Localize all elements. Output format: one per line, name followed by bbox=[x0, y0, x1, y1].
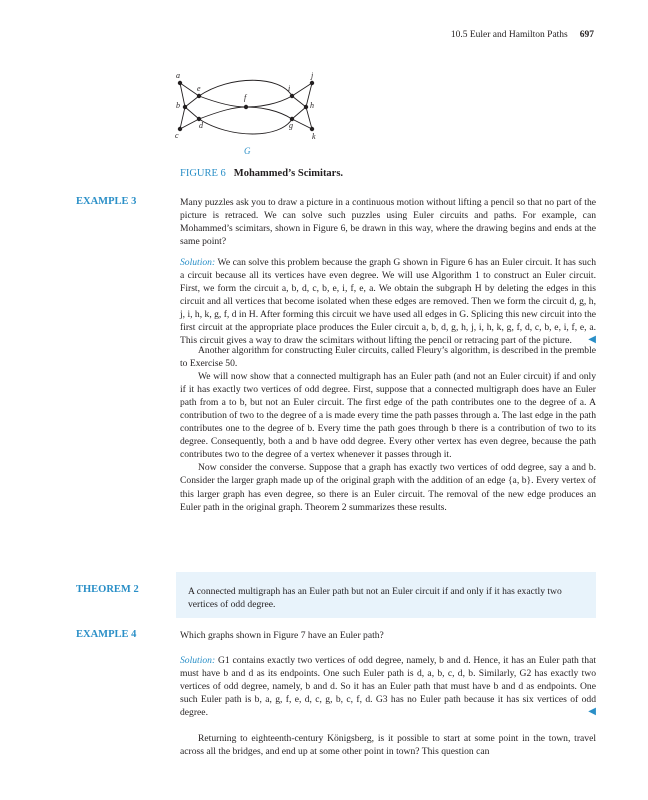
vertex-k bbox=[310, 127, 314, 131]
section-title: 10.5 Euler and Hamilton Paths bbox=[450, 30, 568, 40]
edge-i-h bbox=[292, 96, 306, 107]
figure-number: FIGURE 6 bbox=[180, 168, 226, 179]
scimitars-graph bbox=[168, 70, 340, 158]
edge-a-b bbox=[180, 83, 185, 107]
vertex-b bbox=[183, 105, 187, 109]
vertex-label-f: f bbox=[244, 93, 247, 102]
theorem-2-text: A connected multigraph has an Euler path but not an Euler circuit if and only if it has exactly two vertices of odd degree. bbox=[188, 586, 562, 611]
example-4-statement: Which graphs shown in Figure 7 have an Euler path? bbox=[180, 630, 384, 641]
end-of-example-icon: ◀ bbox=[588, 334, 596, 346]
graph-label: G bbox=[244, 146, 251, 156]
theorem-2-label: THEOREM 2 bbox=[76, 584, 139, 595]
vertex-f bbox=[244, 105, 248, 109]
edge-e-f bbox=[199, 96, 246, 107]
edge-b-d bbox=[185, 107, 199, 119]
figure-caption bbox=[180, 168, 343, 179]
example-3-statement: Many puzzles ask you to draw a picture in a continuous motion without lifting a pencil so that no part of the picture is retraced. We can solve such puzzles using Euler circuits and paths. For example, can Mohammed’s scimitars, shown in Figure 6, be drawn in this way, where the drawing begins and ends at the same point? bbox=[180, 197, 596, 248]
running-header bbox=[451, 30, 594, 40]
example-4-solution bbox=[180, 654, 596, 719]
vertex-h bbox=[304, 105, 308, 109]
edge-b-c bbox=[180, 107, 185, 129]
example-3-solution bbox=[180, 256, 596, 347]
solution-label: Solution: bbox=[180, 655, 216, 666]
vertex-label-c: c bbox=[175, 131, 179, 140]
vertex-label-i: i bbox=[288, 84, 291, 93]
page-number: 697 bbox=[579, 30, 594, 40]
edge-g-k bbox=[292, 119, 312, 129]
vertex-label-d: d bbox=[199, 121, 203, 130]
vertex-label-j: j bbox=[311, 71, 314, 80]
vertex-a bbox=[178, 81, 182, 85]
edge-d-g-arc bbox=[199, 119, 292, 134]
edge-c-d bbox=[180, 119, 199, 129]
solution-text: We can solve this problem because the graph G shown in Figure 6 has an Euler circuit. It has such a circuit because all its vertices have even degree. We will use Algorithm 1 to construct an Euler circuit. First, we form the circuit a, b, d, c, b, e, i, f, e, a. We obtain the subgraph H by deleting the edges in this circuit and all vertices that become isolated when these edges are removed. Then we form the circuit d, g, h, j, i, h, k, g, f, d in H. After forming this circuit we have used all edges in G. Splicing this new circuit into the first circuit at the appropriate place produces the Euler circuit a, b, d, g, h, j, i, h, k, g, f, d, c, b, e, i, f, e, a. This circuit gives a way to draw the scimitars without lifting the pencil or retracing part of the picture. bbox=[180, 257, 596, 347]
vertex-i bbox=[290, 94, 294, 98]
paragraph-fleury: Another algorithm for constructing Euler circuits, called Fleury’s algorithm, is described in the premble to Exercise 50. bbox=[180, 345, 596, 370]
solution-text: G1 contains exactly two vertices of odd degree, namely, b and d. Hence, it has an Euler path that must have b and d as its endpoints. One such Euler path is d, a, b, c, d, b. Similarly, G2 has exactly two vertices of odd degree, namely, b and d. So it has an Euler path that must have b and d as endpoints. One such Euler path is b, a, g, f, e, d, c, g, b, c, f, d. G3 has no Euler path because it has six vertices of odd degree. bbox=[180, 655, 596, 719]
vertex-e bbox=[197, 94, 201, 98]
closing-paragraph: Returning to eighteenth-century Königsberg, is it possible to start at some point in the town, travel across all the bridges, and end up at some other point in town? This question can bbox=[180, 733, 596, 758]
vertex-label-k: k bbox=[312, 132, 316, 141]
paragraph-converse: Now consider the converse. Suppose that a graph has exactly two vertices of odd degree, say a and b. Consider the larger graph made up of the original graph with the addition of an edge {a, b}. Every vertex of this larger graph has even degree, so there is an Euler circuit. The removal of the new edge produces an Euler path in the original graph. Theorem 2 summarizes these results. bbox=[180, 462, 596, 513]
vertex-label-b: b bbox=[176, 101, 180, 110]
vertex-label-h: h bbox=[310, 101, 314, 110]
vertex-label-e: e bbox=[197, 84, 201, 93]
figure-title: Mohammed’s Scimitars. bbox=[233, 168, 344, 179]
body-text bbox=[180, 344, 596, 514]
solution-label: Solution: bbox=[180, 257, 216, 268]
end-of-example-icon: ◀ bbox=[588, 706, 596, 718]
edge-f-g bbox=[246, 107, 292, 119]
edge-f-i bbox=[246, 96, 292, 107]
edge-b-e bbox=[185, 96, 199, 107]
example-3-label: EXAMPLE 3 bbox=[76, 196, 137, 207]
vertex-j bbox=[310, 81, 314, 85]
example-4-label: EXAMPLE 4 bbox=[76, 629, 137, 640]
edge-h-g bbox=[292, 107, 306, 119]
vertex-label-a: a bbox=[176, 71, 180, 80]
edge-d-f bbox=[199, 107, 246, 119]
paragraph-euler-path-proof: We will now show that a connected multigraph has an Euler path (and not an Euler circuit) if and only if it has exactly two vertices of odd degree. First, suppose that a connected multigraph does have an Euler path from a to b, but not an Euler circuit. The first edge of the path contributes one to the degree of a. A contribution of two to the degree of a is made every time the path passes through a. The last edge in the path contributes one to the degree of b. Every time the path goes through b there is a contribution of two to its degree. Consequently, both a and b have odd degree. Every other vertex has even degree, because the path contributes two to the degree of a vertex whenever it passes through it. bbox=[180, 371, 596, 461]
vertex-label-g: g bbox=[289, 121, 293, 130]
edge-h-k bbox=[306, 107, 312, 129]
